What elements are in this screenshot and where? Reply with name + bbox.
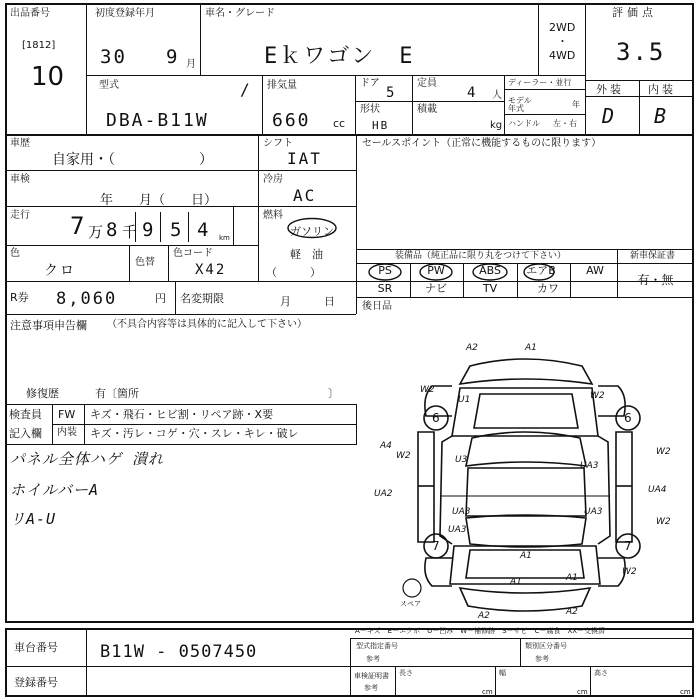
drive-separator: ・ <box>557 35 568 48</box>
doors-value: 5 <box>386 85 397 101</box>
divider <box>5 404 356 405</box>
damage-mark: W2 <box>656 447 671 457</box>
first-registration-month: 9 <box>166 46 180 68</box>
first-registration-year: 30 <box>100 46 127 68</box>
model-year-unit: 年 <box>572 100 580 109</box>
equip-navi: ナビ <box>425 282 447 295</box>
divider <box>495 666 496 697</box>
model-year-label: モデル年式 <box>508 96 532 113</box>
inspection-label: 車検 <box>10 174 30 185</box>
damage-mark: A1 <box>510 577 522 587</box>
divider <box>5 245 258 246</box>
divider <box>590 666 591 697</box>
divider <box>585 3 586 134</box>
mileage-man-unit: 万 <box>88 223 104 241</box>
divider <box>356 404 357 445</box>
divider <box>639 80 640 134</box>
recycle-label: R券 <box>10 291 29 304</box>
model-name-label: 車名・グレード <box>205 8 275 19</box>
damage-mark: UA3 <box>580 461 599 471</box>
color-value: クロ <box>44 263 76 279</box>
repair-history-label: 修復歴 <box>26 387 59 400</box>
car-damage-diagram <box>360 336 690 622</box>
divider <box>520 638 521 666</box>
divider <box>129 245 130 281</box>
mileage-sen-unit: 千 <box>122 223 138 241</box>
damage-mark: 7 <box>432 539 440 553</box>
height-unit: cm <box>680 688 691 696</box>
inspection-cert-ref: 参考 <box>364 684 378 692</box>
equip-sr: SR <box>377 282 393 295</box>
spare-note: スペア <box>400 600 421 608</box>
mileage-digit-2: 8 <box>106 219 120 241</box>
equip-abs: ABS <box>479 264 501 277</box>
damage-mark: A1 <box>566 573 578 583</box>
shape-value: HB <box>372 119 390 132</box>
damage-mark: UA3 <box>448 525 467 535</box>
damage-mark: UA3 <box>584 507 603 517</box>
divider <box>355 101 504 102</box>
dealer-import-label: ディーラー・並行 <box>508 78 572 87</box>
divider <box>5 170 356 171</box>
fuel-other: （ ） <box>266 266 321 279</box>
mileage-label: 走行 <box>10 210 30 221</box>
divider <box>168 245 169 281</box>
sales-point-label: セールスポイント（正常に機能するものに限ります） <box>362 138 602 149</box>
length-label: 長さ <box>399 669 413 677</box>
score-value: 3.5 <box>616 38 666 66</box>
divider <box>538 3 539 75</box>
category-number-ref: 参考 <box>535 655 549 663</box>
recycle-unit: 円 <box>155 292 166 305</box>
score-label: 評価点 <box>612 6 657 19</box>
damage-mark: UA3 <box>452 507 471 517</box>
month-unit: 月 <box>186 59 196 70</box>
interior-items: キズ・汚レ・コゲ・穴・スレ・キレ・破レ <box>90 427 299 440</box>
damage-mark: 6 <box>624 411 632 425</box>
divider <box>258 134 259 281</box>
color-code-value: X42 <box>195 262 227 278</box>
divider <box>262 75 263 134</box>
equip-tv: TV <box>482 282 498 295</box>
inspector-entry-label: 記入欄 <box>9 427 42 440</box>
capacity-unit: 人 <box>492 90 502 101</box>
registration-number-label: 登録番号 <box>14 676 58 689</box>
notes-instruction: （不具合内容等は具体的に記入して下さい） <box>107 319 307 330</box>
divider <box>356 134 357 314</box>
divider <box>5 134 694 136</box>
damage-mark: A1 <box>525 343 537 353</box>
handle-label: ハンドル <box>508 119 540 128</box>
damage-mark: A2 <box>566 607 578 617</box>
width-label: 幅 <box>499 669 506 677</box>
mileage-digit-5: 4 <box>197 219 211 241</box>
inspection-value: 年 月（ 日） <box>100 193 218 208</box>
inspector-label: 検査員 <box>9 408 42 421</box>
repair-history-value: 有〔箇所 <box>95 387 139 400</box>
interior-label: 内装 <box>648 83 676 96</box>
divider <box>175 281 176 314</box>
divider <box>188 212 189 242</box>
ac-value: AC <box>293 186 317 205</box>
shift-label: シフト <box>263 138 293 149</box>
divider <box>356 249 694 250</box>
equip-pw: PW <box>427 264 445 277</box>
repaint-label: 色替 <box>135 257 155 268</box>
damage-mark: W2 <box>396 451 411 461</box>
equipment-label: 装備品（純正品に限り丸をつけて下さい） <box>395 251 567 261</box>
divider <box>395 666 396 697</box>
damage-mark: A2 <box>466 343 478 353</box>
chassis-number-value: B11W - 0507450 <box>100 642 258 662</box>
color-code-label: 色コード <box>173 248 213 259</box>
damage-mark: W2 <box>622 567 637 577</box>
doors-label: ドア <box>360 78 380 89</box>
chassis-number-label: 車台番号 <box>14 641 58 654</box>
history-label: 車歴 <box>10 138 30 149</box>
divider <box>356 297 694 298</box>
displacement-unit: cc <box>333 117 346 130</box>
damage-mark: 7 <box>624 539 632 553</box>
divider <box>86 3 87 134</box>
equip-aw: AW <box>586 264 604 277</box>
equip-airbag: エアB <box>526 264 556 277</box>
mileage-digit-4: 5 <box>170 219 184 241</box>
interior-grade: B <box>654 104 669 128</box>
repair-history-close: 〕 <box>328 387 339 400</box>
slash-mark: / <box>240 80 252 99</box>
divider <box>350 666 694 667</box>
after-items-label: 後日品 <box>362 301 392 312</box>
history-value: 自家用・（ ） <box>52 152 213 168</box>
divider <box>86 628 87 697</box>
fuel-diesel: 軽 油 <box>290 248 323 261</box>
equip-ps: PS <box>378 264 392 277</box>
damage-mark: W2 <box>590 391 605 401</box>
mileage-digit-3: 9 <box>142 219 156 241</box>
divider <box>570 263 571 297</box>
divider <box>5 444 356 445</box>
interior-check-label: 内装 <box>57 427 77 438</box>
damage-mark: U1 <box>458 395 471 405</box>
damage-legend: A－キズ E－エクボ U－凹み W－補修跡 S－サビ C－腐食 XX－交換済 <box>355 627 606 635</box>
divider <box>355 75 356 134</box>
model-name-value: Eｋワゴン E <box>264 44 415 69</box>
divider <box>517 263 518 297</box>
damage-mark: W2 <box>420 385 435 395</box>
warranty-label: 新車保証書 <box>630 251 676 261</box>
handwritten-note-3: リA-U <box>10 510 57 528</box>
divider <box>135 212 136 242</box>
divider <box>5 666 350 667</box>
damage-mark: W2 <box>656 517 671 527</box>
fuel-gasoline: ガソリン <box>290 225 334 238</box>
divider <box>160 212 161 242</box>
model-designation-label: 型式指定番号 <box>356 642 398 650</box>
damage-mark: U3 <box>455 455 468 465</box>
type-value: DBA-B11W <box>106 110 209 131</box>
divider <box>350 638 351 697</box>
damage-mark: UA4 <box>648 485 667 495</box>
handwritten-note-1: パネル全体ハゲ 潰れ <box>10 450 165 468</box>
divider <box>617 249 618 297</box>
inspection-cert-label: 車検証明書 <box>354 672 389 680</box>
damage-mark: A2 <box>478 611 490 621</box>
divider <box>463 263 464 297</box>
type-label: 型式 <box>99 80 119 91</box>
divider <box>504 89 585 90</box>
warranty-value: 有・無 <box>637 273 674 287</box>
model-designation-ref: 参考 <box>366 655 380 663</box>
divider <box>52 424 356 425</box>
drive-2wd: 2WD <box>549 21 576 34</box>
transfer-deadline-value: 月 日 <box>280 295 335 308</box>
divider <box>200 3 201 75</box>
width-unit: cm <box>577 688 588 696</box>
height-label: 高さ <box>594 669 608 677</box>
divider <box>504 114 585 115</box>
first-registration-label: 初度登録年月 <box>95 8 155 19</box>
transfer-deadline-label: 名変期限 <box>180 292 224 305</box>
divider <box>504 75 505 134</box>
lot-code: [1812] <box>22 40 56 51</box>
shape-label: 形状 <box>360 104 380 115</box>
handle-value: 左・右 <box>553 119 577 128</box>
capacity-value: 4 <box>467 85 478 101</box>
divider <box>233 207 234 245</box>
ac-label: 冷房 <box>263 174 283 185</box>
divider <box>86 75 585 76</box>
exterior-label: 外装 <box>596 83 624 96</box>
recycle-value: 8,060 <box>56 289 118 309</box>
displacement-value: 660 <box>272 110 311 131</box>
divider <box>412 75 413 134</box>
load-unit: kg <box>490 120 503 131</box>
damage-mark: UA2 <box>374 489 393 499</box>
fw-label: FW <box>58 408 76 421</box>
fw-items: キズ・飛石・ヒビ割・リペア跡・X要 <box>90 408 274 421</box>
capacity-label: 定員 <box>417 78 437 89</box>
displacement-label: 排気量 <box>267 80 297 91</box>
handwritten-note-2: ホイルバーA <box>10 481 99 499</box>
damage-mark: A4 <box>380 441 392 451</box>
shift-value: IAT <box>287 149 322 168</box>
equip-leather: カワ <box>537 282 559 295</box>
mileage-unit: km <box>219 234 230 242</box>
lot-number: 10 <box>31 62 65 92</box>
load-label: 積載 <box>417 104 437 115</box>
mileage-digit-1: 7 <box>70 212 87 240</box>
category-number-label: 類別区分番号 <box>525 642 567 650</box>
length-unit: cm <box>482 688 493 696</box>
damage-mark: 6 <box>432 411 440 425</box>
divider <box>350 638 694 639</box>
color-label: 色 <box>10 248 20 259</box>
notes-label: 注意事項申告欄 <box>10 319 87 332</box>
lot-number-label: 出品番号 <box>10 8 50 19</box>
damage-mark: A1 <box>520 551 532 561</box>
fuel-label: 燃料 <box>263 210 283 221</box>
exterior-grade: D <box>602 104 617 128</box>
divider <box>410 263 411 297</box>
divider <box>5 314 356 315</box>
drive-4wd: 4WD <box>549 49 576 62</box>
